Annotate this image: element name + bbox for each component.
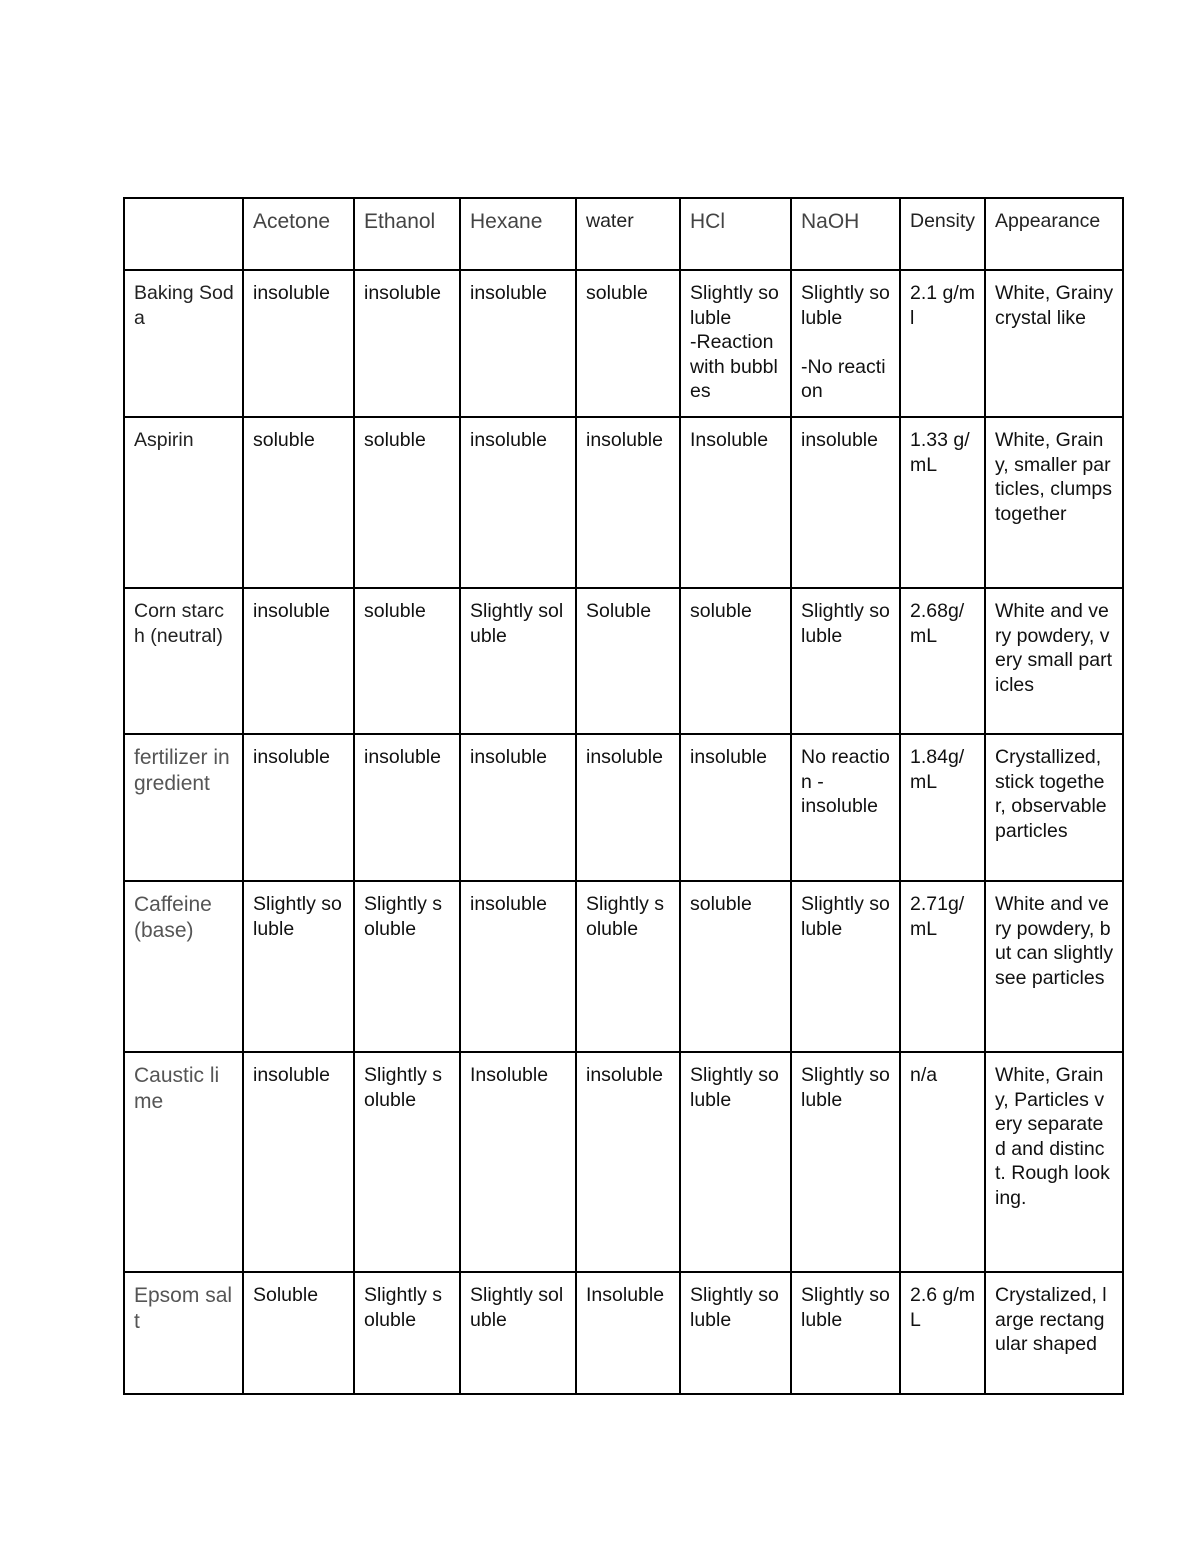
table-cell: n/a: [900, 1052, 985, 1272]
table-cell: Slightly soluble: [354, 881, 460, 1052]
row-label: Epsom salt: [124, 1272, 243, 1394]
table-cell: Slightly soluble -No reaction: [791, 270, 900, 417]
table-cell: 2.68g/mL: [900, 588, 985, 734]
table-cell: Insoluble: [576, 1272, 680, 1394]
row-label: Corn starch (neutral): [124, 588, 243, 734]
table-row-caffeine: [124, 881, 1123, 1052]
solubility-table: [123, 197, 1124, 1395]
header-hexane: Hexane: [460, 198, 576, 270]
table-cell: soluble: [576, 270, 680, 417]
table-cell: insoluble: [791, 417, 900, 588]
table-cell: insoluble: [354, 734, 460, 881]
table-cell: insoluble: [243, 588, 354, 734]
table-cell: 2.1 g/ml: [900, 270, 985, 417]
table-row-aspirin: [124, 417, 1123, 588]
table-cell: soluble: [354, 417, 460, 588]
header-density: Density: [900, 198, 985, 270]
table-cell: Slightly soluble: [354, 1272, 460, 1394]
table-cell: White and very powdery, very small particles: [985, 588, 1123, 734]
table-cell: insoluble: [576, 1052, 680, 1272]
table-cell: soluble: [354, 588, 460, 734]
row-label: fertilizer ingredient: [124, 734, 243, 881]
table-cell: 2.6 g/mL: [900, 1272, 985, 1394]
table-cell: insoluble: [680, 734, 791, 881]
header-naoh: NaOH: [791, 198, 900, 270]
table-cell: Slightly soluble: [791, 588, 900, 734]
table-cell: Crystallized, stick together, observable particles: [985, 734, 1123, 881]
table-cell: Slightly soluble: [354, 1052, 460, 1272]
table-cell: insoluble: [354, 270, 460, 417]
table-cell: Insoluble: [460, 1052, 576, 1272]
table-cell: Slightly soluble: [791, 1272, 900, 1394]
table-cell: insoluble: [243, 734, 354, 881]
table-cell: Soluble: [243, 1272, 354, 1394]
header-acetone: Acetone: [243, 198, 354, 270]
table-cell: insoluble: [576, 417, 680, 588]
table-cell: insoluble: [576, 734, 680, 881]
table-cell: insoluble: [460, 270, 576, 417]
table-cell: insoluble: [460, 417, 576, 588]
table-cell: insoluble: [243, 1052, 354, 1272]
table-cell: White, Grainy, Particles very separated and distinct. Rough looking.: [985, 1052, 1123, 1272]
table-cell: Slightly soluble: [791, 1052, 900, 1272]
table-cell: Crystalized, large rectangular shaped: [985, 1272, 1123, 1394]
table-cell: 1.33 g/mL: [900, 417, 985, 588]
row-label: Caffeine (base): [124, 881, 243, 1052]
table-cell: insoluble: [243, 270, 354, 417]
table-cell: Slightly soluble: [460, 588, 576, 734]
row-label: Baking Soda: [124, 270, 243, 417]
table-row-baking-soda: [124, 270, 1123, 417]
table-cell: Slightly soluble: [680, 1272, 791, 1394]
table-cell: soluble: [680, 881, 791, 1052]
table-row-epsom-salt: [124, 1272, 1123, 1394]
header-ethanol: Ethanol: [354, 198, 460, 270]
table-cell: Slightly soluble: [576, 881, 680, 1052]
table-cell: Slightly soluble: [243, 881, 354, 1052]
table-cell: Slightly soluble: [460, 1272, 576, 1394]
row-label: Caustic lime: [124, 1052, 243, 1272]
header-row: [124, 198, 1123, 270]
table-cell: Slightly soluble: [791, 881, 900, 1052]
table-cell: Slightly soluble -Reaction with bubbles: [680, 270, 791, 417]
table-cell: Slightly soluble: [680, 1052, 791, 1272]
table-cell: 1.84g/mL: [900, 734, 985, 881]
header-water: water: [576, 198, 680, 270]
table-cell: 2.71g/mL: [900, 881, 985, 1052]
header-corner-cell: [124, 198, 243, 270]
table-cell: White, Grainy, smaller particles, clumps together: [985, 417, 1123, 588]
table-cell: insoluble: [460, 881, 576, 1052]
table-cell: No reaction - insoluble: [791, 734, 900, 881]
table-cell: insoluble: [460, 734, 576, 881]
table-row-caustic-lime: [124, 1052, 1123, 1272]
header-hcl: HCl: [680, 198, 791, 270]
table-cell: soluble: [243, 417, 354, 588]
table-row-corn-starch: [124, 588, 1123, 734]
table-cell: Soluble: [576, 588, 680, 734]
table-cell: Insoluble: [680, 417, 791, 588]
table-row-fertilizer: [124, 734, 1123, 881]
row-label: Aspirin: [124, 417, 243, 588]
table-cell: White and very powdery, but can slightly see particles: [985, 881, 1123, 1052]
header-appearance: Appearance: [985, 198, 1123, 270]
table-cell: soluble: [680, 588, 791, 734]
table-cell: White, Grainy crystal like: [985, 270, 1123, 417]
